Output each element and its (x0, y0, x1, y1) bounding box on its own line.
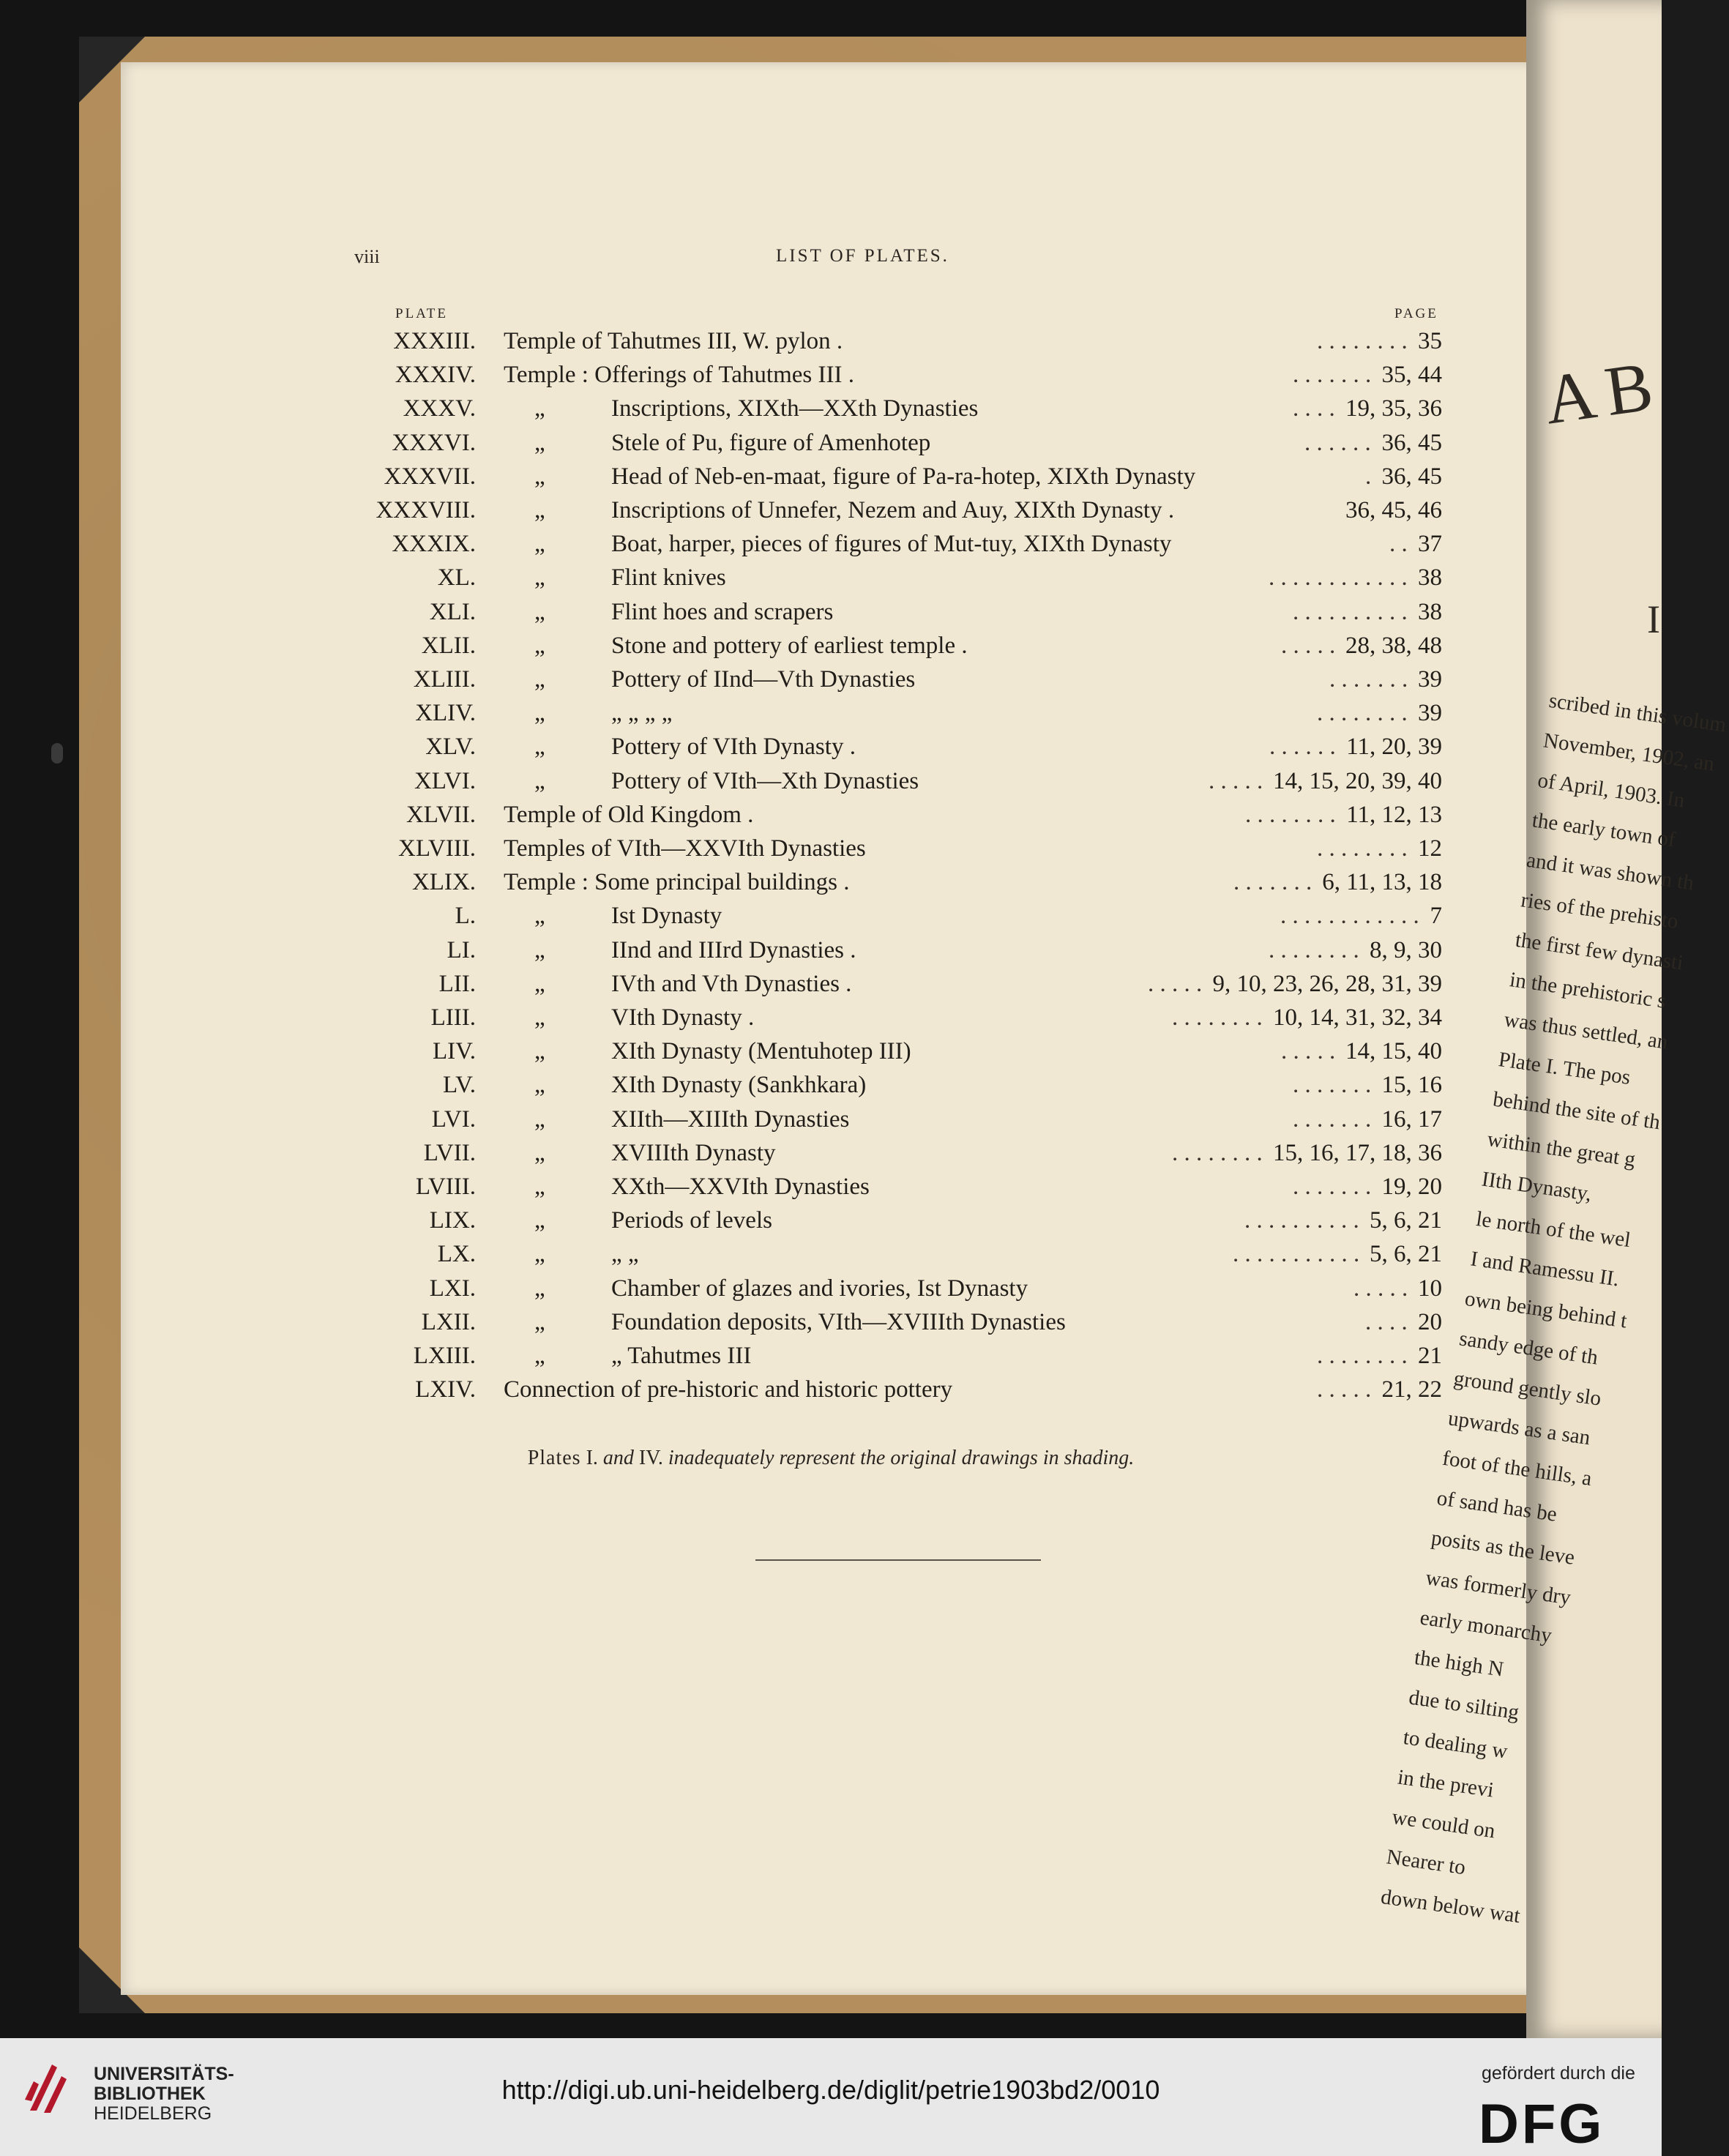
ditto-mark: „ (534, 598, 545, 625)
dot-leader: . . . . . (1317, 1376, 1372, 1403)
page-references: 19, 20 (1381, 1174, 1442, 1200)
dot-leader: . . . . . . (1269, 734, 1336, 761)
plate-description: Ist Dynasty (611, 903, 722, 930)
plate-description: XIth Dynasty (Sankhkara) (611, 1072, 867, 1099)
ditto-mark: „ (534, 497, 545, 523)
page-references: 21 (1418, 1343, 1442, 1369)
plate-row (322, 1207, 1442, 1239)
plate-row (322, 1140, 1442, 1172)
ditto-mark: „ (534, 1038, 545, 1065)
page-references: 14, 15, 20, 39, 40 (1273, 767, 1442, 794)
plate-row (322, 835, 1442, 868)
plate-number: LVII. (423, 1139, 476, 1166)
plate-number: LXIV. (415, 1376, 476, 1403)
plate-row (322, 802, 1442, 834)
sponsor-note: gefördert durch die (1482, 2063, 1635, 2084)
plate-row (322, 1376, 1442, 1409)
permalink-url[interactable]: http://digi.ub.uni-heidelberg.de/diglit/petrie1903bd2/0010 (501, 2075, 1160, 2105)
plate-description: Connection of pre-historic and historic pottery (504, 1376, 953, 1403)
page-references: 11, 20, 39 (1346, 734, 1442, 761)
plate-row (322, 328, 1442, 360)
facing-page-line: down below wat (1379, 1884, 1522, 1928)
page-references: 36, 45 (1381, 429, 1442, 456)
ditto-mark: „ (534, 429, 545, 456)
plate-description: Inscriptions, XIXth—XXth Dynasties (611, 395, 979, 422)
dot-leader: . . . . . . . (1293, 1105, 1372, 1133)
page-references: 39 (1418, 666, 1442, 693)
facing-page-line: own being behind t (1463, 1286, 1629, 1333)
ditto-mark: „ (534, 1308, 545, 1335)
ditto-mark: „ (534, 531, 545, 558)
plate-number: LX. (437, 1241, 476, 1268)
plate-number: XXXVII. (384, 463, 476, 490)
plate-number: LIX. (429, 1207, 476, 1234)
plate-number: LXIII. (413, 1343, 476, 1369)
plate-row (322, 1241, 1442, 1273)
footnote-nums2: IV. (633, 1447, 668, 1469)
plate-number: XXXV. (403, 395, 476, 422)
ditto-mark: „ (534, 936, 545, 963)
plate-row (322, 633, 1442, 665)
dot-leader: . . . . . (1281, 632, 1336, 659)
plate-row (322, 1038, 1442, 1070)
ditto-mark: „ (534, 1072, 545, 1099)
facing-page-line: Nearer to (1385, 1845, 1468, 1880)
plate-description: IVth and Vth Dynasties . (611, 970, 852, 997)
library-name-line3: HEIDELBERG (94, 2103, 212, 2124)
facing-page-line: the high N (1413, 1646, 1506, 1682)
ditto-mark: „ (534, 903, 545, 930)
dot-leader: . . . . . . . . . . . . (1280, 903, 1419, 930)
plate-row (322, 362, 1442, 394)
page-references: 37 (1418, 531, 1442, 558)
facing-page-line: IIth Dynasty, (1480, 1167, 1594, 1206)
plate-description: Boat, harper, pieces of figures of Mut-tuy, XIXth Dynasty (611, 531, 1172, 558)
plate-number: XXXVIII. (376, 497, 476, 523)
page-references: 20 (1418, 1308, 1442, 1335)
plate-description: Pottery of VIth—Xth Dynasties (611, 767, 919, 794)
facing-page-line: the early town of (1531, 808, 1677, 852)
facing-page-heading: I (1647, 597, 1660, 641)
dot-leader: . (1365, 463, 1372, 490)
page-references: 35 (1418, 328, 1442, 354)
plate-number: LIV. (433, 1038, 476, 1065)
page-references: 5, 6, 21 (1370, 1207, 1442, 1234)
ditto-mark: „ (534, 1241, 545, 1268)
facing-page-line: le north of the wel (1474, 1206, 1632, 1253)
page-references: 11, 12, 13 (1346, 801, 1442, 828)
ditto-mark: „ (534, 970, 545, 997)
plate-number: XLVII. (406, 801, 476, 828)
facing-page-line: the first few dynasti (1514, 928, 1685, 975)
plate-number: XLIII. (413, 666, 476, 693)
plate-row (322, 700, 1442, 732)
plate-description: XIth Dynasty (Mentuhotep III) (611, 1038, 911, 1065)
plate-number: XXXIX. (392, 531, 476, 558)
page-references: 28, 38, 48 (1345, 632, 1442, 659)
plate-row (322, 734, 1442, 766)
plate-number: LIII. (430, 1004, 476, 1031)
plate-description: „ „ „ „ (611, 700, 673, 727)
ditto-mark: „ (534, 564, 545, 592)
plate-description: Flint hoes and scrapers (611, 598, 834, 625)
dot-leader: . . . . . . . (1293, 1072, 1372, 1099)
facing-page-line: and it was shown th (1525, 848, 1695, 895)
running-head: LIST OF PLATES. (776, 246, 949, 266)
plate-number: XXXVI. (392, 429, 476, 456)
page-references: 6, 11, 13, 18 (1322, 869, 1442, 896)
plate-number: LXII. (421, 1308, 476, 1335)
plate-description: IInd and IIIrd Dynasties . (611, 936, 856, 963)
footnote-lead: Plates (527, 1447, 581, 1469)
plate-number: XLVIII. (397, 835, 476, 862)
plate-row (322, 1275, 1442, 1308)
plate-number: LV. (443, 1072, 476, 1099)
ditto-mark: „ (534, 1004, 545, 1031)
ditto-mark: „ (534, 1275, 545, 1302)
plate-number: XLVI. (414, 767, 476, 794)
page-references: 19, 35, 36 (1345, 395, 1442, 422)
plate-description: Temple : Some principal buildings . (504, 869, 850, 896)
facing-page-line: sandy edge of th (1457, 1327, 1600, 1370)
dot-leader: . . . . . . . . . . . (1233, 1241, 1360, 1268)
facing-page-title: AB (1539, 345, 1668, 439)
plate-description: Flint knives (611, 564, 726, 592)
plate-description: Pottery of VIth Dynasty . (611, 734, 856, 761)
dot-leader: . . . . . . . . (1317, 328, 1408, 354)
plate-row (322, 1106, 1442, 1138)
page-references: 5, 6, 21 (1370, 1241, 1442, 1268)
plate-row (322, 869, 1442, 901)
dot-leader: . . . . . (1353, 1275, 1408, 1302)
plate-description: XVIIIth Dynasty (611, 1139, 776, 1166)
page-references: 10 (1418, 1275, 1442, 1302)
page-references: 7 (1430, 903, 1442, 930)
ditto-mark: „ (534, 1139, 545, 1166)
facing-page-line: early monarchy (1418, 1605, 1553, 1648)
page-references: 38 (1418, 564, 1442, 592)
dot-leader: . . . . . . . . . . (1293, 598, 1408, 625)
facing-page-line: I and Ramessu II. (1468, 1247, 1621, 1291)
dot-leader: . . . . . . . (1293, 1174, 1372, 1200)
ditto-mark: „ (534, 1207, 545, 1234)
page-references: 9, 10, 23, 26, 28, 31, 39 (1212, 970, 1442, 997)
closing-rule (755, 1559, 1041, 1561)
plate-row (322, 395, 1442, 428)
dot-leader: . . . . . . . . (1317, 700, 1408, 727)
ditto-mark: „ (534, 463, 545, 490)
plate-description: Foundation deposits, VIth—XVIIIth Dynasties (611, 1308, 1066, 1335)
plate-description: Stone and pottery of earliest temple . (611, 632, 968, 659)
page-references: 36, 45 (1381, 463, 1442, 490)
plate-number: XLIV. (415, 700, 476, 727)
plate-number: LII. (438, 970, 476, 997)
dot-leader: . . . . . . . . (1172, 1139, 1263, 1166)
library-name-line2: BIBLIOTHEK (94, 2084, 206, 2104)
dot-leader: . . . . . . . (1329, 666, 1408, 693)
dot-leader: . . . . . (1209, 767, 1263, 794)
plate-description: Chamber of glazes and ivories, Ist Dynasty (611, 1275, 1028, 1302)
facing-page-line: of April, 1903. In (1536, 768, 1687, 813)
facing-page-line: posits as the leve (1430, 1526, 1577, 1570)
facing-page-line: we could on (1390, 1805, 1497, 1843)
plate-row (322, 463, 1442, 496)
dot-leader: . . . . . . . . . . (1244, 1207, 1359, 1234)
page-references: 10, 14, 31, 32, 34 (1273, 1004, 1442, 1031)
plate-description: XIIth—XIIIth Dynasties (611, 1105, 850, 1133)
facing-page-line: scribed in this volum (1547, 688, 1728, 737)
plate-row (322, 497, 1442, 529)
plate-row (322, 531, 1442, 563)
page-references: 38 (1418, 598, 1442, 625)
library-name-line1: UNIVERSITÄTS- (94, 2064, 234, 2084)
dot-leader: . . . . . . (1304, 429, 1371, 456)
plate-row (322, 1174, 1442, 1206)
plate-description: Temples of VIth—XXVIth Dynasties (504, 835, 866, 862)
facing-page-line: ground gently slo (1452, 1366, 1603, 1411)
dot-leader: . . . . (1293, 395, 1335, 422)
ditto-mark: „ (534, 734, 545, 761)
folio-number: viii (354, 246, 380, 267)
dot-leader: . . . . . . . (1293, 362, 1372, 389)
plate-description: Stele of Pu, figure of Amenhotep (611, 429, 931, 456)
plate-description: XXth—XXVIth Dynasties (611, 1174, 870, 1200)
plate-row (322, 1343, 1442, 1375)
dot-leader: . . . . . . . . (1269, 936, 1359, 963)
plate-number: XLII. (421, 632, 476, 659)
column-label-page: PAGE (1394, 306, 1438, 321)
ditto-mark: „ (534, 1105, 545, 1133)
facing-page-line: November, 1902, an (1542, 728, 1717, 776)
ditto-mark: „ (534, 666, 545, 693)
plate-row (322, 937, 1442, 969)
plate-description: Head of Neb-en-maat, figure of Pa-ra-hotep, XIXth Dynasty (611, 463, 1196, 490)
plate-number: LXI. (429, 1275, 476, 1302)
dot-leader: . . (1389, 531, 1408, 558)
plate-row (322, 768, 1442, 800)
plate-row (322, 971, 1442, 1003)
facing-page-line: ries of the prehisto (1519, 888, 1680, 934)
plate-description: Pottery of IInd—Vth Dynasties (611, 666, 916, 693)
ditto-mark: „ (534, 632, 545, 659)
plate-number: LVIII. (415, 1174, 476, 1200)
plate-description: Periods of levels (611, 1207, 772, 1234)
plate-number: XLV. (425, 734, 476, 761)
plate-description: VIth Dynasty . (611, 1004, 755, 1031)
page-references: 8, 9, 30 (1370, 936, 1442, 963)
dfg-logo: DFG (1479, 2093, 1605, 2155)
ditto-mark: „ (534, 1343, 545, 1369)
plate-row (322, 1004, 1442, 1037)
facing-page-line: to dealing w (1401, 1725, 1509, 1764)
dot-leader: . . . . . . . . (1317, 1343, 1408, 1369)
dot-leader: . . . . . . . . (1245, 801, 1336, 828)
facing-page-line: behind the site of th (1491, 1087, 1662, 1135)
facing-page-line: of sand has be (1435, 1486, 1558, 1526)
facing-page-line: due to silting (1407, 1685, 1521, 1725)
dot-leader: . . . . . . . . . . . . (1269, 564, 1408, 592)
facing-page-line: was thus settled, an (1502, 1007, 1670, 1054)
ditto-mark: „ (534, 767, 545, 794)
plate-row (322, 564, 1442, 597)
plate-number: XXXIII. (393, 328, 476, 354)
footnote-nums: I. (580, 1447, 603, 1469)
plate-row (322, 430, 1442, 462)
facing-page-line: was formerly dry (1424, 1566, 1572, 1610)
plate-number: L. (455, 903, 476, 930)
facing-page-line: within the great g (1485, 1127, 1637, 1172)
plate-number: XLIX. (411, 869, 476, 896)
plate-row (322, 666, 1442, 698)
page-references: 15, 16, 17, 18, 36 (1273, 1139, 1442, 1166)
column-label-plate: PLATE (395, 306, 448, 321)
page-references: 39 (1418, 700, 1442, 727)
footnote-rest: inadequately represent the original drawings in shading. (668, 1447, 1135, 1469)
dot-leader: . . . . . . . . (1172, 1004, 1263, 1031)
plate-description: „ „ (611, 1241, 639, 1268)
facing-page-line: upwards as a san (1446, 1406, 1592, 1450)
facing-page-line: Plate I. The pos (1497, 1048, 1632, 1090)
plate-description: Temple of Old Kingdom . (504, 801, 754, 828)
plate-description: „ Tahutmes III (611, 1343, 752, 1369)
page-references: 14, 15, 40 (1345, 1038, 1442, 1065)
dot-leader: . . . . . . . . (1317, 835, 1408, 862)
plate-number: LVI. (431, 1105, 476, 1133)
plate-description: Temple : Offerings of Tahutmes III . (504, 362, 854, 389)
plate-row (322, 1072, 1442, 1104)
plate-description: Inscriptions of Unnefer, Nezem and Auy, XIXth Dynasty . (611, 497, 1175, 523)
facing-page-line: in the prehistoric s (1508, 968, 1668, 1013)
page-references: 12 (1418, 835, 1442, 862)
page-references: 36, 45, 46 (1345, 497, 1442, 523)
page-references: 16, 17 (1381, 1105, 1442, 1133)
page-references: 21, 22 (1381, 1376, 1442, 1403)
facing-page-line: foot of the hills, a (1441, 1446, 1594, 1491)
dot-leader: . . . . (1365, 1308, 1408, 1335)
binding-hole (51, 743, 63, 764)
footnote (0, 1447, 1662, 1470)
plate-row (322, 903, 1442, 935)
plate-description: Temple of Tahutmes III, W. pylon . (504, 328, 843, 354)
plate-row (322, 1309, 1442, 1341)
dot-leader: . . . . . (1281, 1038, 1336, 1065)
footnote-and: and (602, 1447, 634, 1469)
dot-leader: . . . . . . . (1233, 869, 1312, 896)
plate-number: XLI. (429, 598, 476, 625)
facing-page-line: in the previ (1396, 1765, 1495, 1802)
ditto-mark: „ (534, 395, 545, 422)
ditto-mark: „ (534, 700, 545, 727)
plate-row (322, 599, 1442, 631)
page-references: 35, 44 (1381, 362, 1442, 389)
page-references: 15, 16 (1381, 1072, 1442, 1099)
ditto-mark: „ (534, 1174, 545, 1200)
plate-number: XXXIV. (395, 362, 476, 389)
dot-leader: . . . . . (1148, 970, 1203, 997)
plate-number: XL. (437, 564, 476, 592)
footer-bar (0, 2038, 1662, 2156)
plate-number: LI. (447, 936, 476, 963)
